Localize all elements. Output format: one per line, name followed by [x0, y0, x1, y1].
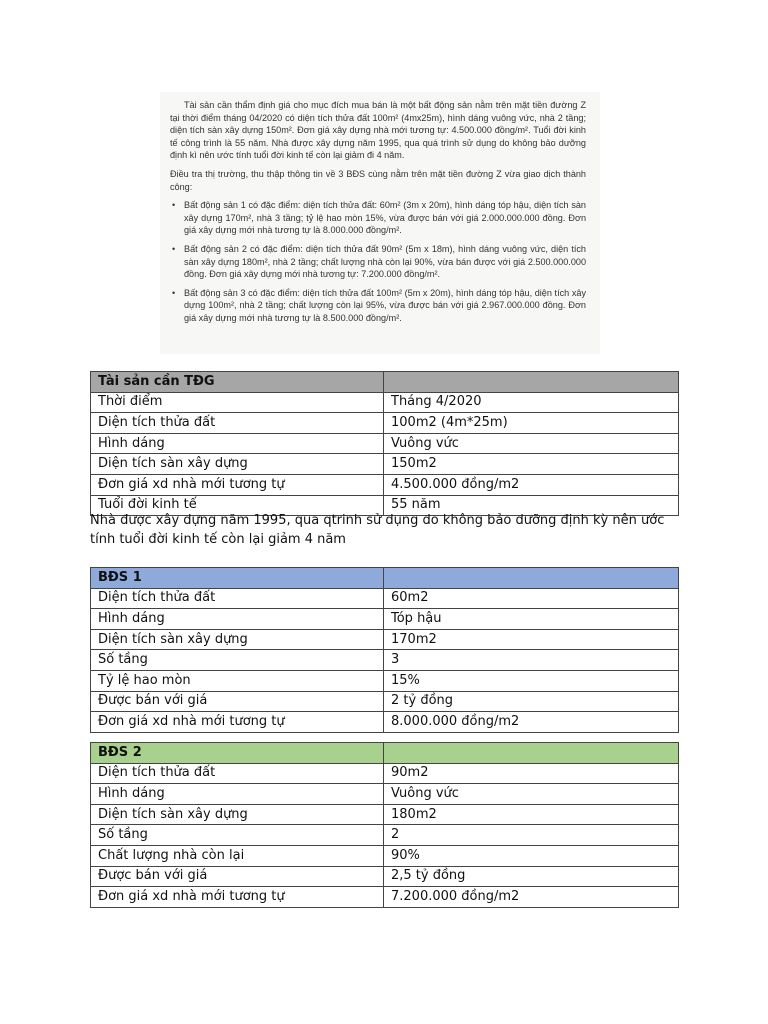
table-row — [91, 825, 679, 846]
table-value-cell: 55 năm — [384, 495, 679, 516]
table-row — [91, 845, 679, 866]
table-label-cell: Diện tích sàn xây dựng — [91, 804, 384, 825]
table-row — [91, 392, 679, 413]
table-value-cell: 180m2 — [384, 804, 679, 825]
table-row — [91, 887, 679, 908]
market-survey-text: Điều tra thị trường, thu thập thông tin về 3 BĐS cùng nằm trên mặt tiền đường Z vừa giao dịch thành công: — [170, 168, 586, 192]
table-header-cell-empty — [384, 743, 679, 764]
table-value-cell: 60m2 — [384, 588, 679, 609]
table-label-cell: Tỷ lệ hao mòn — [91, 670, 384, 691]
table-header-row — [91, 743, 679, 764]
table-label-cell: Diện tích thửa đất — [91, 763, 384, 784]
table-row — [91, 866, 679, 887]
problem-intro-text: Tài sản cần thẩm định giá cho mục đích mua bán là một bất động sản nằm trên mặt tiền đường Z tại thời điểm tháng 04/2020 có diện tích thửa đất 100m² (4mx25m), hình dáng vuông vức, nhà 2 tầng; diện tích sàn xây dựng 150m². Đơn giá xây dựng nhà mới tương tự: 4.500.000 đồng/m². Tuổi đời kinh tế công trình là 55 năm. Nhà được xây dựng năm 1995, qua quá trình sử dụng do không bảo dưỡng định kì nên ước tính tuổi đời kinh tế còn lại giảm đi 4 năm. — [170, 100, 586, 161]
table-header-cell: BĐS 2 — [91, 743, 384, 764]
table-label-cell: Diện tích thửa đất — [91, 413, 384, 434]
table-row — [91, 588, 679, 609]
table-row — [91, 784, 679, 805]
table-label-cell: Đơn giá xd nhà mới tương tự — [91, 474, 384, 495]
table-label-cell: Diện tích thửa đất — [91, 588, 384, 609]
comparable-property-1-text: • Bất động sản 1 có đặc điểm: diện tích thửa đất: 60m² (3m x 20m), hình dáng tóp hậu, diện tích sàn xây dựng 170m², nhà 3 tầng; tỷ lệ hao mòn 15%, vừa được bán với giá 2.000.000.000 đồng. Đơn giá xây dựng mới nhà tương tự là 8.000.000 đồng/m². — [184, 199, 586, 237]
table-value-cell: 90m2 — [384, 763, 679, 784]
table-row — [91, 650, 679, 671]
comparable-property-list — [170, 199, 586, 324]
table-label-cell: Thời điểm — [91, 392, 384, 413]
economic-life-note: Nhà được xây dựng năm 1995, qua qtrinh sử dụng do không bảo dưỡng định kỳ nên ước tính tuổi đời kinh tế còn lại giảm 4 năm — [90, 513, 665, 547]
table-value-cell: 2 — [384, 825, 679, 846]
table-row — [91, 474, 679, 495]
table-label-cell: Đơn giá xd nhà mới tương tự — [91, 887, 384, 908]
table-row — [91, 413, 679, 434]
table-label-cell: Diện tích sàn xây dựng — [91, 454, 384, 475]
table-value-cell: 8.000.000 đồng/m2 — [384, 712, 679, 733]
table-row — [91, 804, 679, 825]
table-header-cell: Tài sản cần TĐG — [91, 372, 384, 393]
table-label-cell: Diện tích sàn xây dựng — [91, 629, 384, 650]
comparable-1-table — [90, 567, 679, 733]
table-value-cell: Tóp hậu — [384, 609, 679, 630]
table-label-cell: Số tầng — [91, 825, 384, 846]
table-header-row — [91, 568, 679, 589]
table-label-cell: Chất lượng nhà còn lại — [91, 845, 384, 866]
table-row — [91, 454, 679, 475]
table-value-cell: 4.500.000 đồng/m2 — [384, 474, 679, 495]
table-value-cell: 2,5 tỷ đồng — [384, 866, 679, 887]
table-label-cell: Đơn giá xd nhà mới tương tự — [91, 712, 384, 733]
table-value-cell: 90% — [384, 845, 679, 866]
table-header-row — [91, 372, 679, 393]
table-label-cell: Hình dáng — [91, 433, 384, 454]
table-label-cell: Tuổi đời kinh tế — [91, 495, 384, 516]
problem-statement-image — [160, 92, 600, 354]
table-row — [91, 691, 679, 712]
table-value-cell: 15% — [384, 670, 679, 691]
table-value-cell: 100m2 (4m*25m) — [384, 413, 679, 434]
table-row — [91, 433, 679, 454]
table-value-cell: Vuông vức — [384, 784, 679, 805]
subject-property-table — [90, 371, 679, 516]
table-value-cell: Tháng 4/2020 — [384, 392, 679, 413]
table-label-cell: Hình dáng — [91, 784, 384, 805]
table-label-cell: Được bán với giá — [91, 866, 384, 887]
comparable-2-table — [90, 742, 679, 908]
table-row — [91, 712, 679, 733]
comparable-property-3-text: • Bất động sản 3 có đặc điểm: diện tích thửa đất 100m² (5m x 20m), hình dáng tóp hậu, diện tích xây dựng 100m², nhà 2 tầng; chất lượng còn lại 95%, vừa được bán với giá 2.967.000.000 đồng. Đơn giá xây dựng mới nhà tương tự là 8.500.000 đồng/m². — [184, 287, 586, 325]
table-header-cell-empty — [384, 372, 679, 393]
comparable-property-2-text: • Bất động sản 2 có đặc điểm: diện tích thửa đất 90m² (5m x 18m), hình dáng vuông vức, diện tích sàn xây dựng 180m², nhà 2 tầng; chất lượng nhà còn lại 90%, vừa bán được với giá 2.500.000.000 đồng. Đơn giá xây dựng mới nhà tương tự: 7.200.000 đồng/m². — [184, 243, 586, 281]
table-label-cell: Số tầng — [91, 650, 384, 671]
table-value-cell: 7.200.000 đồng/m2 — [384, 887, 679, 908]
table-row — [91, 670, 679, 691]
table-value-cell: 170m2 — [384, 629, 679, 650]
table-value-cell: 150m2 — [384, 454, 679, 475]
table-value-cell: Vuông vức — [384, 433, 679, 454]
table-row — [91, 609, 679, 630]
table-label-cell: Hình dáng — [91, 609, 384, 630]
table-header-cell: BĐS 1 — [91, 568, 384, 589]
table-label-cell: Được bán với giá — [91, 691, 384, 712]
table-row — [91, 629, 679, 650]
table-header-cell-empty — [384, 568, 679, 589]
table-value-cell: 2 tỷ đồng — [384, 691, 679, 712]
table-row — [91, 763, 679, 784]
table-value-cell: 3 — [384, 650, 679, 671]
